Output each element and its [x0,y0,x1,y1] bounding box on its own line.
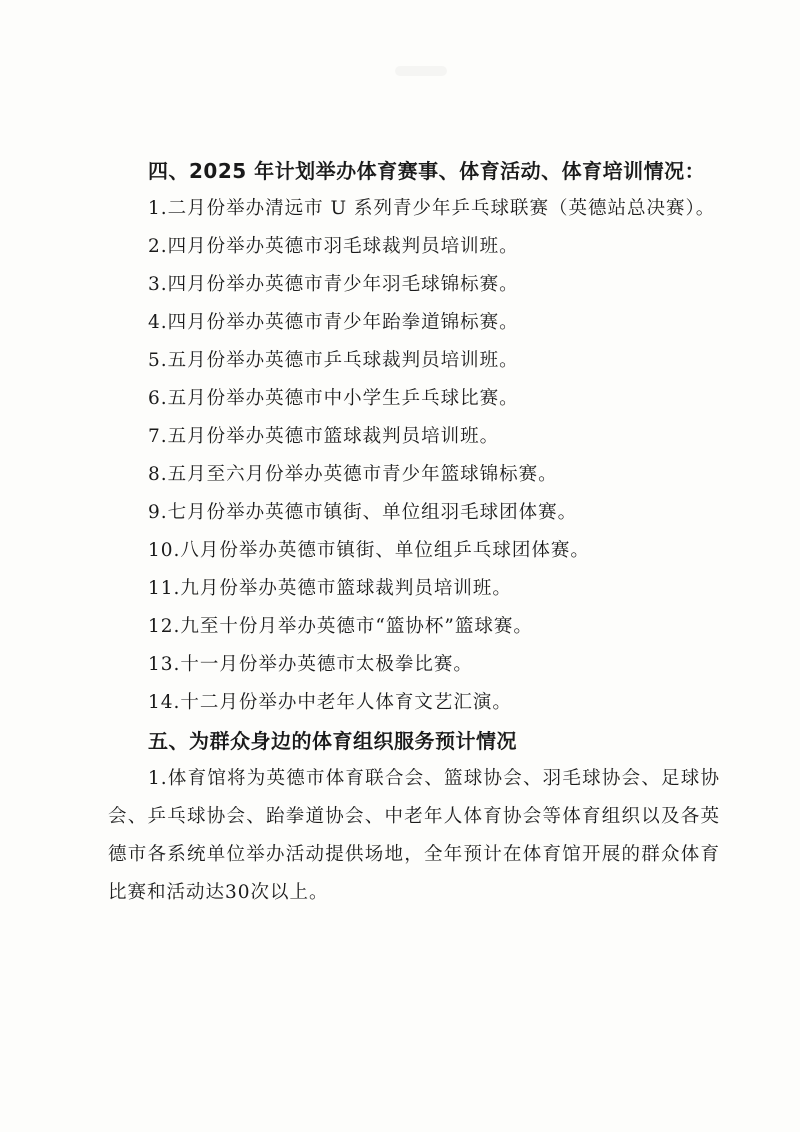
list-item: 2.四月份举办英德市羽毛球裁判员培训班。 [148,236,519,257]
list-item: 14.十二月份举办中老年人体育文艺汇演。 [148,692,512,713]
list-item: 4.四月份举办英德市青少年跆拳道锦标赛。 [148,312,519,333]
list-item: 1.二月份举办清远市 U 系列青少年乒乓球联赛（英德站总决赛）。 [148,198,716,219]
list-item: 3.四月份举办英德市青少年羽毛球锦标赛。 [148,274,519,295]
section-4-heading: 四、2025 年计划举办体育赛事、体育活动、体育培训情况： [148,159,706,183]
faint-scan-mark [395,66,447,76]
list-item: 9.七月份举办英德市镇街、单位组羽毛球团体赛。 [148,502,578,523]
section-5-paragraph: 1.体育馆将为英德市体育联合会、篮球协会、羽毛球协会、足球协会、乒乓球协会、跆拳道协会、中老年人体育协会等体育组织以及各英德市各系统单位举办活动提供场地，全年预计在体育馆开展的群众体育比赛和活动达30次以上。 [108,768,720,903]
document-body [108,152,720,912]
list-item: 12.九至十份月举办英德市“篮协杯”篮球赛。 [148,616,533,637]
list-item: 7.五月份举办英德市篮球裁判员培训班。 [148,426,500,447]
list-item: 6.五月份举办英德市中小学生乒乓球比赛。 [148,388,519,409]
list-item: 10.八月份举办英德市镇街、单位组乒乓球团体赛。 [148,540,590,561]
section-4-list [108,190,720,722]
section-5-heading: 五、为群众身边的体育组织服务预计情况 [148,729,517,753]
list-item: 8.五月至六月份举办英德市青少年篮球锦标赛。 [148,464,558,485]
list-item: 13.十一月份举办英德市太极拳比赛。 [148,654,473,675]
list-item: 11.九月份举办英德市篮球裁判员培训班。 [148,578,512,599]
list-item: 5.五月份举办英德市乒乓球裁判员培训班。 [148,350,519,371]
